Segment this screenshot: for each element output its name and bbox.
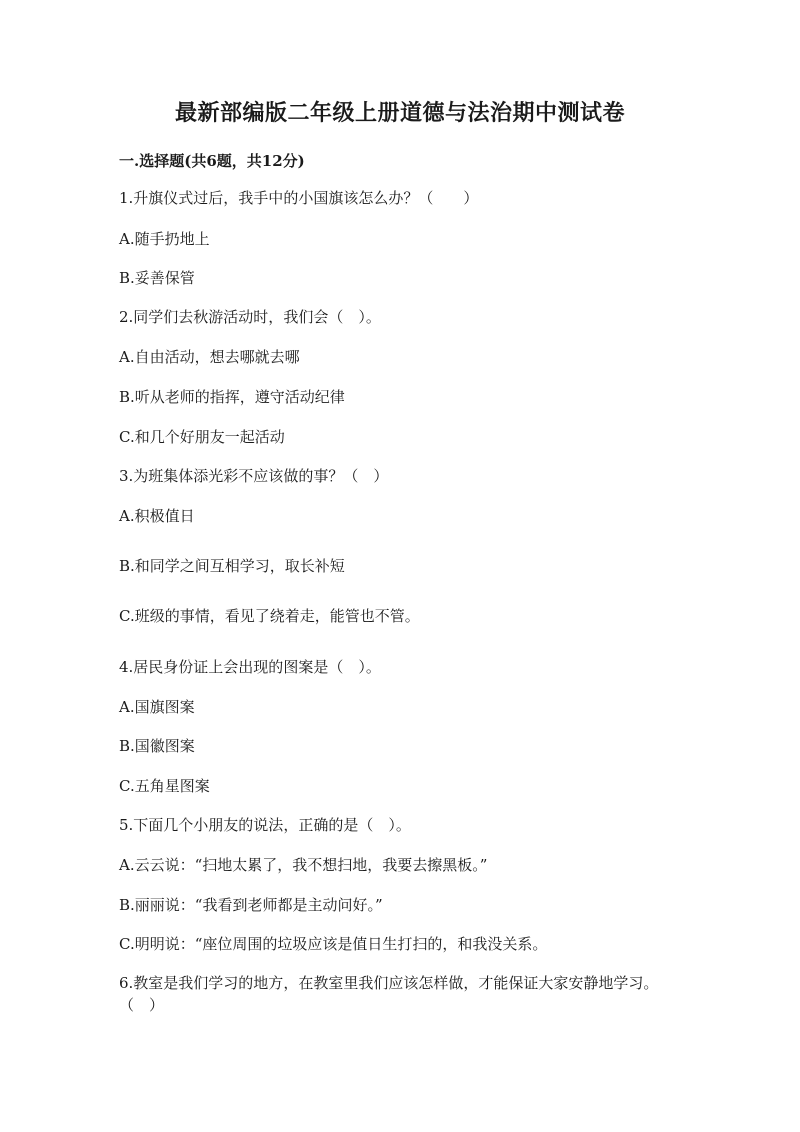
question-4-option-b: B.国徽图案 [119,737,195,755]
question-2-option-a: A.自由活动，想去哪就去哪 [119,348,300,366]
page-title: 最新部编版二年级上册道德与法治期中测试卷 [174,100,625,126]
question-5-option-c: C.明明说：“座位周围的垃圾应该是值日生打扫的，和我没关系。 [119,935,548,953]
question-4-option-c: C.五角星图案 [119,777,210,795]
question-5-option-a: A.云云说：“扫地太累了，我不想扫地，我要去擦黑板。” [119,856,488,874]
question-3-option-c: C.班级的事情，看见了绕着走，能管也不管。 [119,607,420,625]
question-2-stem: 2.同学们去秋游活动时，我们会（ ）。 [119,308,381,326]
question-1-option-a: A.随手扔地上 [119,230,210,248]
question-5-stem: 5.下面几个小朋友的说法，正确的是（ ）。 [119,816,411,834]
question-3-option-a: A.积极值日 [119,507,195,525]
question-2-option-c: C.和几个好朋友一起活动 [119,428,285,446]
section-heading: 一.选择题(共6题，共12分) [119,152,305,170]
question-4-option-a: A.国旗图案 [119,698,195,716]
question-4-stem: 4.居民身份证上会出现的图案是（ ）。 [119,658,381,676]
question-3-stem: 3.为班集体添光彩不应该做的事？（ ） [119,467,389,485]
question-3-option-b: B.和同学之间互相学习，取长补短 [119,557,345,575]
question-1-option-b: B.妥善保管 [119,269,195,287]
question-6-stem: 6.教室是我们学习的地方，在教室里我们应该怎样做，才能保证大家安静地学习。（ ） [119,974,659,1014]
question-5-option-b: B.丽丽说：“我看到老师都是主动问好。” [119,896,383,914]
question-1-stem: 1.升旗仪式过后，我手中的小国旗该怎么办？（ ） [119,189,479,207]
question-2-option-b: B.听从老师的指挥，遵守活动纪律 [119,388,345,406]
